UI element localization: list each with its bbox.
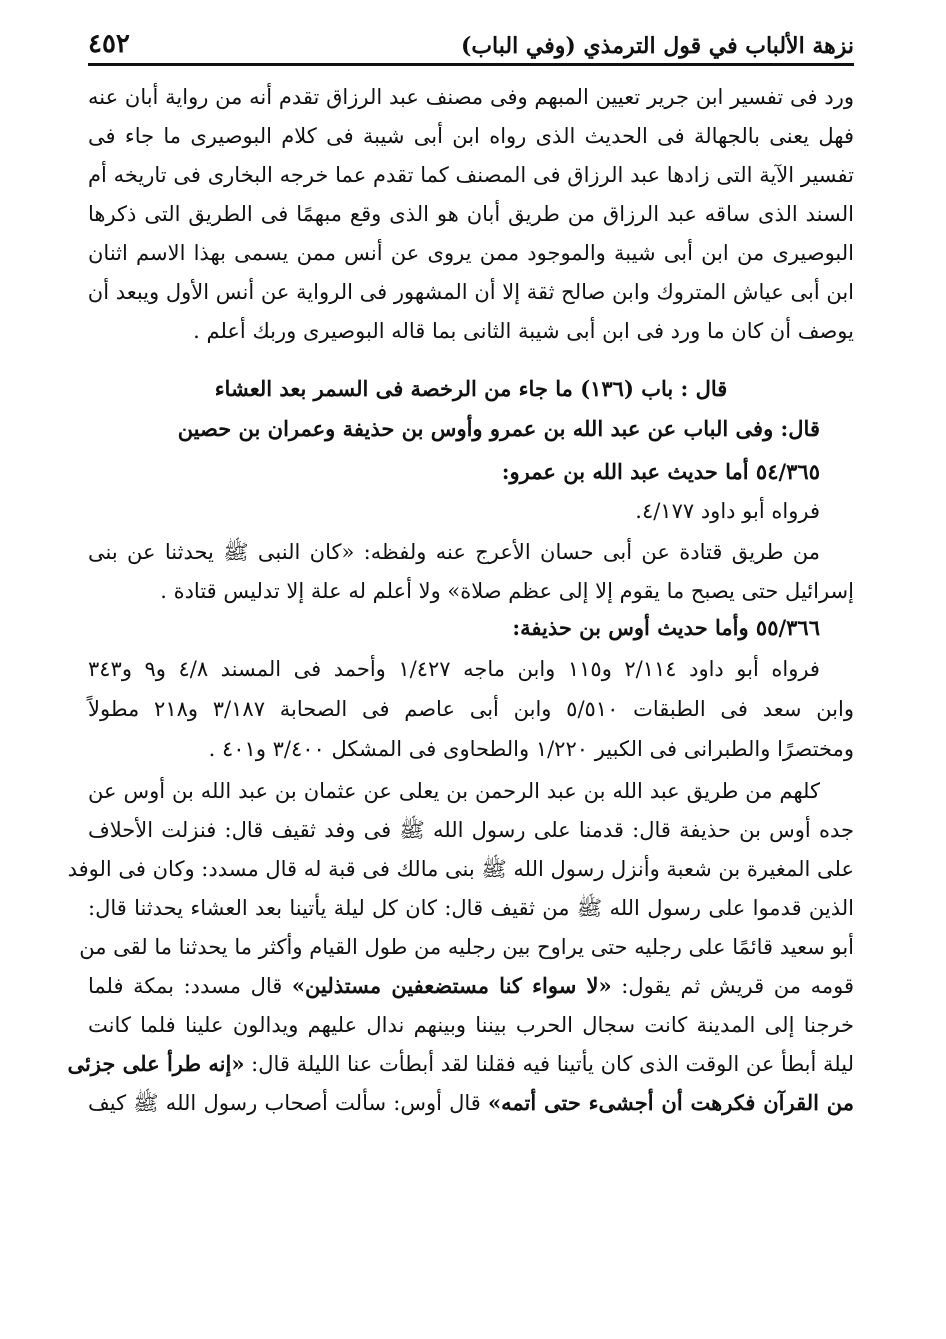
quote-line-lead: قومه من قريش ثم يقول: (611, 974, 854, 998)
quoted-speech: من القرآن فكرهت أن أجشىء حتى أتمه» (488, 1090, 854, 1115)
running-title: نزهة الألباب في قول الترمذي (وفي الباب) (460, 33, 854, 59)
chapter-subheading: قال: وفى الباب عن عبد الله بن عمرو وأوس بن حذيفة وعمران بن حصين (177, 416, 820, 441)
text-line: على المغيرة بن شعبة وأنزل رسول الله ﷺ بنى مالك فى قبة له قال مسدد: وكان فى الوفد (67, 857, 854, 881)
hadith-heading-1: ٥٤/٣٦٥ أما حديث عبد الله بن عمرو: (501, 459, 820, 484)
quoted-speech: «لا سواء كنا مستضعفين مستذلين» (291, 973, 612, 998)
text-line-with-quote (88, 969, 854, 1003)
page-header (88, 26, 854, 66)
text-line: الذين قدموا على رسول الله ﷺ من ثقيف قال: كان كل ليلة يأتينا بعد العشاء يحدثنا قال: (88, 896, 854, 920)
quoted-speech: «إنه طرأ على جزئى (67, 1051, 245, 1076)
text-line: أبو سعيد قائمًا على رجليه حتى يراوح بين رجليه من طول القيام وأكثر ما يحدثنا ما لقى من (79, 935, 854, 959)
text-line: يوصف أن كان ما ورد فى ابن أبى شيبة الثانى بما قاله البوصيرى وربك أعلم . (193, 319, 854, 343)
text-line: ابن أبى عياش المتروك وابن صالح ثقة إلا أن المشهور فى الرواية عن أنس الأول ويبعد أن (87, 280, 854, 304)
text-line: من طريق قتادة عن أبى حسان الأعرج عنه ولفظه: «كان النبى ﷺ يحدثنا عن بنى (88, 540, 820, 564)
page-number: ٤٥٢ (88, 29, 130, 59)
quote-line-lead: ليلة أبطأ عن الوقت الذى كان يأتينا فيه فقلنا لقد أبطأت عنا الليلة قال: (244, 1052, 854, 1076)
chapter-heading: قال : باب (١٣٦) ما جاء من الرخصة فى السمر بعد العشاء (214, 376, 728, 401)
text-line: جده أوس بن حذيفة قال: قدمنا على رسول الله ﷺ فى وفد ثقيف قال: فنزلت الأحلاف (88, 818, 854, 842)
text-line: فهل يعنى بالجهالة فى الحديث الذى رواه ابن أبى شيبة فى كلام البوصيرى ما جاء فى (88, 124, 854, 148)
quote-line-tail: قال مسدد: بمكة فلما (88, 974, 292, 998)
quote-line-tail: قال أوس: سألت أصحاب رسول الله ﷺ كيف (88, 1091, 488, 1115)
text-line-with-quote (67, 1047, 854, 1081)
text-line: فرواه أبو داود ٢/١١٤ و١١٥ وابن ماجه ١/٤٢٧ وأحمد فى المسند ٤/٨ و٩ و٣٤٣ (88, 657, 820, 681)
text-line: كلهم من طريق عبد الله بن عبد الرحمن بن يعلى عن عثمان بن عبد الله بن أوس عن (88, 779, 820, 803)
text-line: فرواه أبو داود ٤/١٧٧. (635, 499, 820, 523)
text-line-with-quote (88, 1086, 854, 1120)
text-line: وابن سعد فى الطبقات ٥/٥١٠ وابن أبى عاصم فى الصحابة ٣/١٨٧ و٢١٨ مطولاً (88, 697, 855, 721)
text-line: السند الذى ساقه عبد الرزاق من طريق أبان هو الذى وقع مبهمًا فى الطريق التى ذكرها (88, 202, 854, 226)
text-line: تفسير الآية التى زادها عبد الرزاق فى المصنف كما تقدم عما خرجه البخارى فى تاريخه أم (88, 163, 854, 187)
document-page (67, 26, 855, 1316)
text-line: ومختصرًا والطبرانى فى الكبير ١/٢٢٠ والطحاوى فى المشكل ٣/٤٠٠ و٤٠١ . (208, 737, 854, 761)
text-line: ورد فى تفسير ابن جرير تعيين المبهم وفى مصنف عبد الرزاق تقدم أنه من رواية أبان عنه (88, 85, 854, 109)
text-line: إسرائيل حتى يصبح ما يقوم إلا إلى عظم صلاة» ولا أعلم له علة إلا تدليس قتادة . (160, 579, 854, 603)
hadith-heading-2: ٥٥/٣٦٦ وأما حديث أوس بن حذيفة: (512, 615, 820, 640)
text-line: خرجنا إلى المدينة كانت سجال الحرب بيننا وبينهم ندال عليهم ويدالون علينا فلما كانت (88, 1013, 854, 1037)
text-line: البوصيرى من ابن أبى شيبة والموجود ممن يروى عن أنس ممن يسمى بهذا الاسم اثنان (88, 241, 854, 265)
